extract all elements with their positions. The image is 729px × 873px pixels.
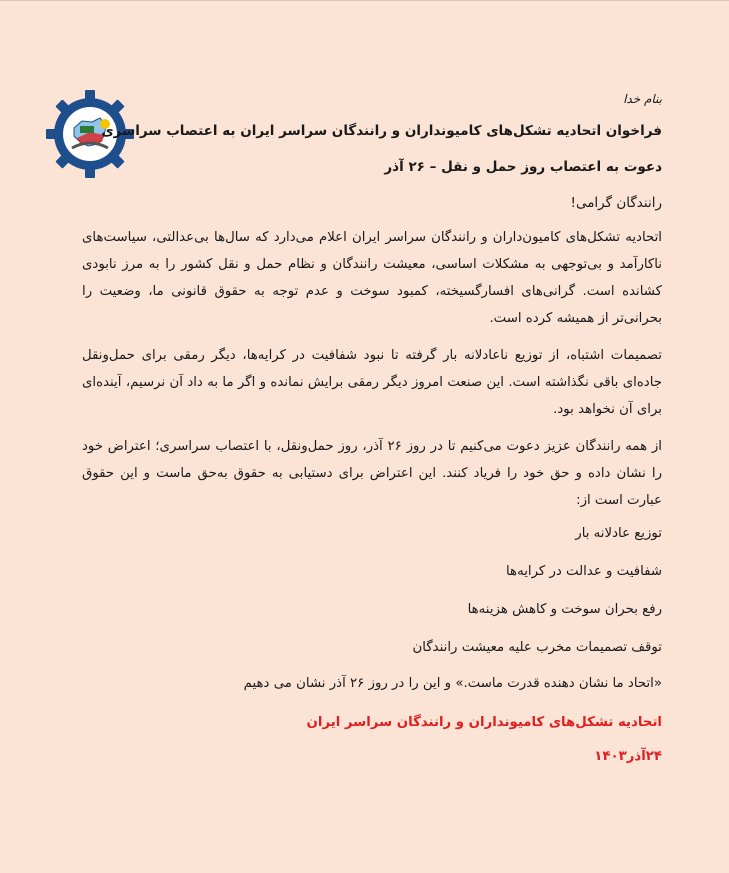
top-border: [0, 0, 729, 1]
list-item: رفع بحران سوخت و کاهش هزینه‌ها: [467, 602, 662, 617]
list-item: توقف تصمیمات مخرب علیه معیشت رانندگان: [412, 640, 662, 655]
page-title: فراخوان اتحادیه تشکل‌های کامیونداران و رانندگان سراسر ایران به اعتصاب سراسری: [101, 123, 662, 139]
list-item: توزیع عادلانه بار: [575, 526, 662, 541]
closing-line: «اتحاد ما نشان دهنده قدرت ماست.» و این را در روز ۲۶ آذر نشان می دهیم: [243, 676, 662, 691]
list-item: شفافیت و عدالت در کرایه‌ها: [506, 564, 662, 579]
page-subtitle: دعوت به اعتصاب روز حمل و نقل – ۲۶ آذر: [384, 159, 662, 175]
paragraph-decisions: تصمیمات اشتباه، از توزیع ناعادلانه بار گرفته تا نبود شفافیت در کرایه‌ها، دیگر رمقی برای حمل‌ونقل جاده‌ای باقی نگذاشته است. این صنعت امروز دیگر رمقی برایش نمانده و اگر ما به داد آن نرسیم، آینده‌ای برای آن نخواهد بود.: [82, 348, 662, 417]
bismillah: بنام خدا: [623, 92, 662, 106]
signature: اتحادیه تشکل‌های کامیونداران و رانندگان سراسر ایران: [306, 715, 662, 730]
paragraph-intro: اتحادیه تشکل‌های کامیون‌داران و رانندگان سراسر ایران اعلام می‌دارد که سال‌ها بی‌عدالتی، سیاست‌های ناکارآمد و بی‌توجهی به مشکلات اساسی، معیشت رانندگان و نظام حمل و نقل کشور را به مرز نابودی کشانده است. گرانی‌های افسارگسیخته، کمبود سوخت و عدم توجه به حقوق قانونی ما، وضعیت را بحرانی‌تر از همیشه کرده است.: [82, 230, 662, 326]
paragraph-call: از همه رانندگان عزیز دعوت می‌کنیم تا در روز ۲۶ آذر، روز حمل‌ونقل، با اعتصاب سراسری؛ اعتراض خود را نشان داده و حق خود را فریاد کنند. این اعتراض برای دستیابی به حقوق به‌حق ماست و این حقوق عبارت است از:: [82, 439, 662, 508]
document-body: [82, 88, 662, 769]
greeting: رانندگان گرامی!: [570, 195, 662, 211]
date: ۲۴آذر۱۴۰۳: [594, 749, 662, 764]
demands-list: [82, 524, 662, 658]
